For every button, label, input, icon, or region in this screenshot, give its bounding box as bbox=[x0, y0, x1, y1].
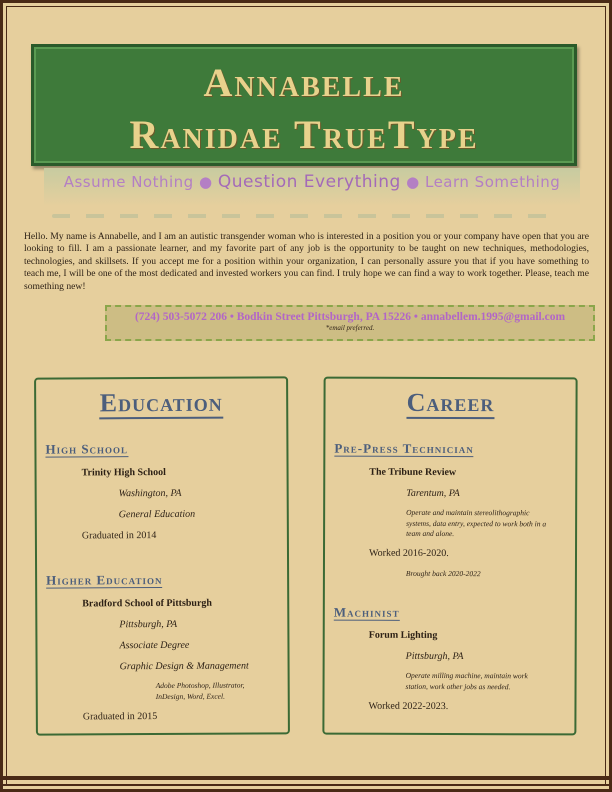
education-panel bbox=[34, 376, 290, 735]
education-title: Education bbox=[99, 387, 223, 418]
high-school-graduated: Graduated in 2014 bbox=[81, 530, 157, 542]
dashed-divider bbox=[52, 214, 560, 218]
job1-heading: Pre-Press Technician bbox=[334, 440, 474, 457]
name-last: Ranidae TrueType bbox=[129, 112, 479, 157]
high-school-name: Trinity High School bbox=[81, 466, 166, 479]
name-first: Annabelle bbox=[203, 60, 405, 105]
motto-separator: ● bbox=[198, 173, 213, 191]
job1-desc-line-2: systems, data entry, expected to work both in a bbox=[406, 518, 547, 528]
motto-separator-2: ● bbox=[406, 173, 420, 191]
motto-part-3: Learn Something bbox=[424, 173, 561, 191]
job2-description bbox=[406, 671, 578, 693]
higher-education-heading: Higher Education bbox=[46, 571, 163, 588]
career-panel bbox=[322, 377, 577, 736]
job2-desc-line-1: Operate milling machine, maintain work bbox=[405, 670, 528, 681]
job2-location: Pittsburgh, PA bbox=[405, 650, 464, 663]
software-line-1: Adobe Photoshop, Illustrator, bbox=[155, 680, 245, 691]
college-name: Bradford School of Pittsburgh bbox=[82, 597, 213, 610]
software-skills bbox=[156, 681, 245, 702]
career-title: Career bbox=[406, 387, 495, 418]
job1-note: Brought back 2020-2022 bbox=[405, 568, 481, 579]
college-degree: Associate Degree bbox=[119, 639, 190, 652]
job1-desc-line-3: team and alone. bbox=[406, 528, 455, 539]
college-graduated: Graduated in 2015 bbox=[82, 711, 158, 723]
job1-desc-line-1: Operate and maintain stereolithographic bbox=[406, 507, 530, 518]
motto-part-1: Assume Nothing bbox=[63, 173, 194, 191]
college-major: Graphic Design & Management bbox=[119, 660, 249, 673]
contact-box bbox=[105, 305, 595, 341]
high-school-location: Washington, PA bbox=[118, 487, 182, 500]
motto bbox=[44, 172, 580, 192]
name-banner bbox=[31, 44, 577, 166]
job1-worked: Worked 2016-2020. bbox=[368, 547, 449, 559]
job1-description bbox=[406, 508, 578, 540]
high-school-program: General Education bbox=[118, 508, 196, 521]
job2-worked: Worked 2022-2023. bbox=[368, 700, 449, 712]
job2-heading: Machinist bbox=[333, 604, 400, 620]
bottom-rule bbox=[0, 776, 612, 780]
bottom-rule-thin bbox=[0, 784, 612, 786]
contact-note: *email preferred. bbox=[325, 324, 375, 332]
high-school-heading: High School bbox=[45, 441, 129, 457]
job2-employer: Forum Lighting bbox=[368, 629, 438, 641]
motto-part-2: Question Everything bbox=[217, 172, 401, 192]
job1-location: Tarentum, PA bbox=[406, 487, 460, 500]
college-location: Pittsburgh, PA bbox=[119, 618, 178, 631]
job1-employer: The Tribune Review bbox=[369, 466, 457, 479]
job2-desc-line-2: station, work other jobs as needed. bbox=[405, 681, 511, 691]
software-line-2: InDesign, Word, Excel. bbox=[155, 691, 225, 701]
intro-paragraph: Hello. My name is Annabelle, and I am an autistic transgender woman who is interested in a position you or your company have open that you are looking to fill. I am a passionate learner, and my favorite part of any job is the opportunity to be taught on new techniques, methodologies, technologies, and skillsets. If you accept me for a position within your organization, I can personally assure you that if you have something to teach me, I will be one of the most dedicated and invested workers you can find. I truly hope we can find a way to work together. Please, teach me something new! bbox=[24, 231, 589, 292]
contact-line: (724) 503-5072 206 • Bodkin Street Pittsburgh, PA 15226 • annabellem.1995@gmail.com bbox=[134, 311, 566, 323]
